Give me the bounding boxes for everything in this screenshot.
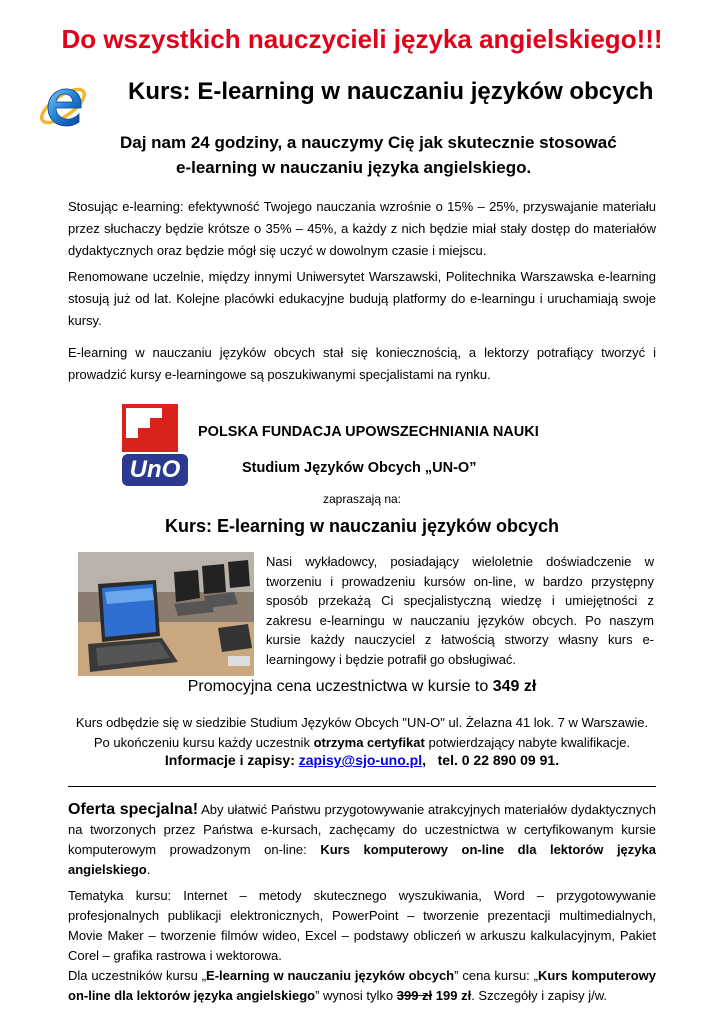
new-price: 199 zł xyxy=(435,988,472,1003)
contact-line xyxy=(0,752,724,768)
contact-label: Informacje i zapisy: xyxy=(164,752,295,768)
certificate-line xyxy=(0,732,724,753)
old-price: 399 zł xyxy=(396,988,433,1003)
promo-text: Promocyjna cena uczestnictwa w kursie to xyxy=(187,678,489,695)
promo-price: 349 zł xyxy=(492,678,537,695)
final-paragraph xyxy=(68,966,656,1006)
offer-text: Aby ułatwić Państwu przygotowywanie atrakcyjnych materiałów dydaktycznych na tworzonych przez Państwa e-kursach, zachęcamy do uczestnictwa w certyfikowanym kursie komputerowym prowadzonym on-line: xyxy=(68,802,657,857)
internet-explorer-icon xyxy=(36,80,90,132)
lead-line-1: Daj nam 24 godziny, a nauczymy Cię jak skutecznie stosować xyxy=(120,133,617,152)
contact-phone: tel. 0 22 890 09 91 xyxy=(437,752,556,768)
offer-heading: Oferta specjalna! xyxy=(68,801,199,818)
course-title-2: Kurs: E-learning w nauczaniu języków obcych xyxy=(164,516,560,536)
location-line: Kurs odbędzie się w siedzibie Studium Języków Obcych "UN-O" ul. Żelazna 41 lok. 7 w Warszawie. xyxy=(75,715,649,730)
topics-paragraph: Tematyka kursu: Internet – metody skutecznego wyszukiwania, Word – przygotowywanie profesjonalnych publikacji elektronicznych, PowerPoint – tworzenie prezentacji multimedialnych, Movie Maker – tworzenie filmów wideo, Excel – podstawy obliczeń w arkuszu kalkulacyjnym, Pakiet Corel – grafika rastrowa i wektorowa. xyxy=(68,888,656,963)
paragraph-2: Renomowane uczelnie, między innymi Uniwersytet Warszawski, Politechnika Warszawska e-learning stosują już od lat. Kolejne placówki edukacyjne budują platformy do e-learningu i uruchamiają swoje kursy. xyxy=(68,269,656,328)
instructors-text: Nasi wykładowcy, posiadający wieloletnie doświadczenie w tworzeniu i prowadzeniu kursów on-line, w bardzo przystępny sposób przekażą Ci specjalistyczną wiedzę i umiejętności z zakresu e-learningu w nauczaniu języków obcych. Po naszym kursie każdy nauczyciel z łatwością stworzy własny kurs e-learningowy i będzie potrafił go obsługiwać. xyxy=(266,554,654,667)
final-course-1: E-learning w nauczaniu języków obcych xyxy=(206,968,455,983)
foundation-name: POLSKA FUNDACJA UPOWSZECHNIANIA NAUKI xyxy=(198,424,539,440)
certificate-bold: otrzyma certyfikat xyxy=(313,735,425,750)
lead-text xyxy=(120,130,680,180)
paragraph-1: Stosując e-learning: efektywność Twojego nauczania wzrośnie o 15% – 25%, przyswajanie materiału przez słuchaczy będzie krótsze o 35% – 45%, a każdy z nich będzie miał stały dostęp do materiałów dydaktycznych oraz będzie mógł się uczyć w dowolnym czasie i miejscu. xyxy=(68,199,656,258)
certificate-post: potwierdzający nabyte kwalifikacje. xyxy=(428,735,631,750)
final-end: . Szczegóły i zapisy j/w. xyxy=(471,988,608,1003)
divider xyxy=(68,786,656,787)
lead-line-2: e-learning w nauczaniu języka angielskiego. xyxy=(176,158,532,177)
paragraph-3: E-learning w nauczaniu języków obcych stał się koniecznością, a lektorzy potrafiący tworzyć i prowadzić kursy e-learningowe są poszukiwanymi specjalistami na rynku. xyxy=(68,345,656,382)
offer-end: . xyxy=(146,862,151,877)
contact-sep: , xyxy=(422,752,426,768)
final-mid: ” cena kursu: „ xyxy=(454,968,538,983)
uno-logo-text: UnO xyxy=(129,456,181,483)
offer-paragraph xyxy=(68,800,656,880)
final-course-2: Kurs komputerowy on-line dla lektorów języka angielskiego xyxy=(68,968,656,1003)
uno-logo xyxy=(120,404,190,488)
offer-course: Kurs komputerowy on-line dla lektorów języka angielskiego xyxy=(68,842,656,877)
laptops-photo xyxy=(78,552,254,676)
certificate-pre: Po ukończeniu kursu każdy uczestnik xyxy=(93,735,310,750)
contact-end: . xyxy=(555,752,560,768)
invite-text: zapraszają na: xyxy=(322,492,402,506)
final-pre: Dla uczestników kursu „ xyxy=(68,968,207,983)
contact-email-link[interactable]: zapisy@sjo-uno.pl xyxy=(298,752,423,768)
studium-name: Studium Języków Obcych „UN-O” xyxy=(242,460,477,476)
page-title: Do wszystkich nauczycieli języka angielskiego!!! xyxy=(61,24,663,54)
promo-line xyxy=(0,678,724,696)
final-wynosi: ” wynosi tylko xyxy=(315,988,394,1003)
course-title: Kurs: E-learning w nauczaniu języków obcych xyxy=(128,78,654,105)
